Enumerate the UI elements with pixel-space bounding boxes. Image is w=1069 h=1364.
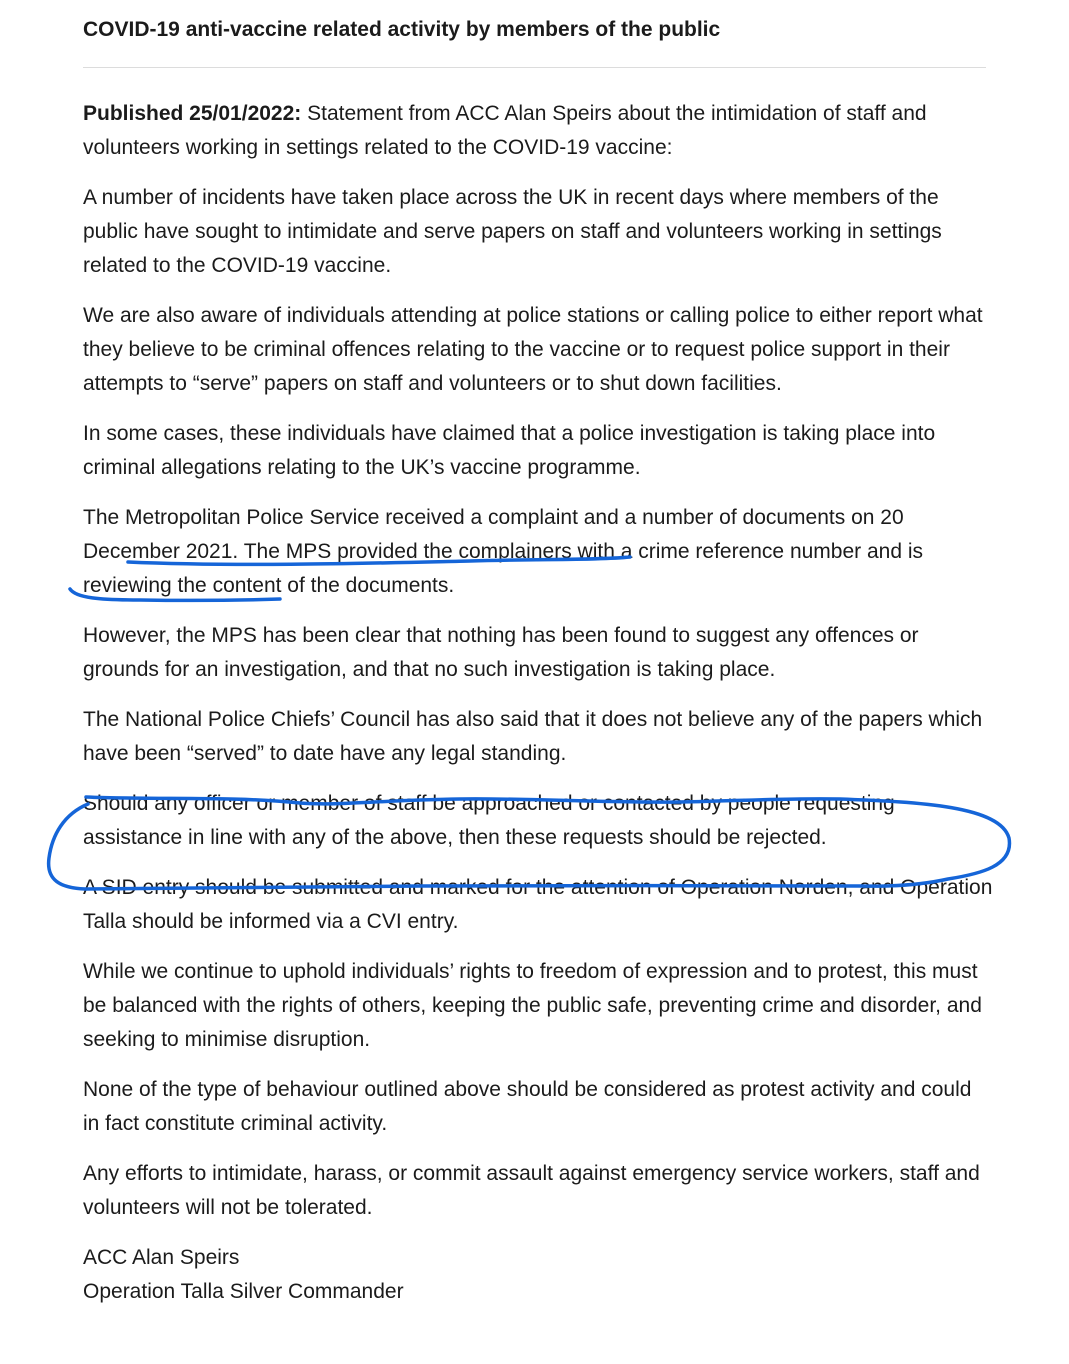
paragraph-claimed-investigation: In some cases, these individuals have claimed that a police investigation is taking place into criminal allegations relating to the UK’s vaccine programme. bbox=[83, 422, 936, 479]
paragraph-requests-rejected: Should any officer or member of staff be approached or contacted by people requesting assistance in line with any of the above, then these requests should be rejected. bbox=[83, 792, 895, 849]
intro-paragraph bbox=[83, 97, 993, 165]
paragraph-npcc: The National Police Chiefs’ Council has also said that it does not believe any of the papers which have been “served” to date have any legal standing. bbox=[83, 708, 983, 765]
document-title: COVID-19 anti-vaccine related activity by members of the public bbox=[83, 18, 721, 41]
paragraph-not-protest: None of the type of behaviour outlined above should be considered as protest activity and could in fact constitute criminal activity. bbox=[83, 1078, 972, 1135]
intro-text: Statement from ACC Alan Speirs about the intimidation of staff and volunteers working in settings related to the COVID-19 vaccine: bbox=[83, 102, 927, 159]
paragraph-mps-clear: However, the MPS has been clear that nothing has been found to suggest any offences or grounds for an investigation, and that no such investigation is taking place. bbox=[83, 624, 919, 681]
paragraph-incidents: A number of incidents have taken place across the UK in recent days where members of the public have sought to intimidate and serve papers on staff and volunteers working in settings related to the COVID-19 vaccine. bbox=[83, 186, 942, 277]
document-body bbox=[83, 97, 993, 1309]
paragraph-sid-entry: A SID entry should be submitted and marked for the attention of Operation Norden, and Operation Talla should be informed via a CVI entry. bbox=[83, 876, 993, 933]
published-date-label: Published 25/01/2022: bbox=[83, 102, 302, 125]
signature-name: ACC Alan Speirs bbox=[83, 1246, 240, 1269]
paragraph-freedom-expression: While we continue to uphold individuals’ rights to freedom of expression and to protest, this must be balanced with the rights of others, keeping the public safe, preventing crime and disorder, and seeking to minimise disruption. bbox=[83, 960, 982, 1051]
paragraph-mps-complaint: The Metropolitan Police Service received a complaint and a number of documents on 20 December 2021. The MPS provided the complainers with a crime reference number and is reviewing the content of the documents. bbox=[83, 506, 924, 597]
signature-role: Operation Talla Silver Commander bbox=[83, 1280, 404, 1303]
paragraph-not-tolerated: Any efforts to intimidate, harass, or commit assault against emergency service workers, staff and volunteers will not be tolerated. bbox=[83, 1162, 980, 1219]
paragraph-police-stations: We are also aware of individuals attending at police stations or calling police to either report what they believe to be criminal offences relating to the vaccine or to request police support in their attempts to “serve” papers on staff and volunteers or to shut down facilities. bbox=[83, 304, 983, 395]
title-divider bbox=[83, 67, 986, 68]
